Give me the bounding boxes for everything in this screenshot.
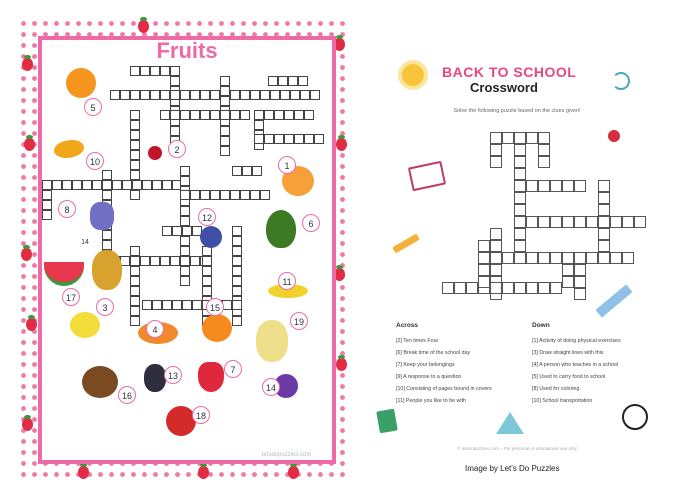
crossword-cell[interactable]	[122, 180, 132, 190]
crossword-cell[interactable]	[130, 110, 140, 120]
crossword-cell[interactable]	[502, 132, 514, 144]
crossword-cell[interactable]	[574, 252, 586, 264]
crossword-cell[interactable]	[598, 192, 610, 204]
crossword-cell[interactable]	[274, 110, 284, 120]
crossword-cell[interactable]	[562, 180, 574, 192]
crossword-cell[interactable]	[130, 316, 140, 326]
crossword-cell[interactable]	[478, 276, 490, 288]
crossword-cell[interactable]	[294, 110, 304, 120]
crossword-cell[interactable]	[538, 252, 550, 264]
crossword-cell[interactable]	[130, 190, 140, 200]
crossword-cell[interactable]	[180, 206, 190, 216]
crossword-cell[interactable]	[598, 180, 610, 192]
crossword-cell[interactable]	[562, 252, 574, 264]
soccer-ball-icon	[622, 404, 648, 430]
crossword-cell[interactable]	[538, 132, 550, 144]
crossword-cell[interactable]	[190, 190, 200, 200]
crossword-cell[interactable]	[102, 180, 112, 190]
apple-icon	[166, 406, 196, 436]
crossword-cell[interactable]	[562, 276, 574, 288]
crossword-cell[interactable]	[586, 252, 598, 264]
crossword-cell[interactable]	[170, 76, 180, 86]
crossword-cell[interactable]	[180, 166, 190, 176]
crossword-cell[interactable]	[490, 156, 502, 168]
crossword-cell[interactable]	[140, 66, 150, 76]
melon-icon	[256, 320, 288, 362]
clue-number-2: 2	[168, 140, 186, 158]
crossword-cell[interactable]	[550, 180, 562, 192]
down-clue: [5] Used to carry food to school	[532, 374, 606, 380]
crossword-cell[interactable]	[42, 210, 52, 220]
crossword-cell[interactable]	[526, 282, 538, 294]
crossword-cell[interactable]	[130, 286, 140, 296]
crossword-cell[interactable]	[130, 170, 140, 180]
crossword-cell[interactable]	[304, 110, 314, 120]
crossword-cell[interactable]	[232, 316, 242, 326]
crossword-cell[interactable]	[42, 190, 52, 200]
crossword-cell[interactable]	[232, 226, 242, 236]
clue-number-14: 14	[262, 378, 280, 396]
crossword-cell[interactable]	[514, 216, 526, 228]
clue-number-11: 11	[278, 272, 296, 290]
clue-number-1: 1	[278, 156, 296, 174]
crossword-cell[interactable]	[162, 180, 172, 190]
crossword-cell[interactable]	[162, 226, 172, 236]
crossword-cell[interactable]	[514, 240, 526, 252]
crossword-cell[interactable]	[130, 140, 140, 150]
crossword-cell[interactable]	[180, 110, 190, 120]
crossword-cell[interactable]	[490, 228, 502, 240]
crossword-cell[interactable]	[232, 286, 242, 296]
fruits-footer: letsdopuzzles.com	[262, 452, 312, 458]
crossword-cell[interactable]	[182, 226, 192, 236]
across-clue: [11] People you like to be with	[396, 398, 466, 404]
crossword-cell[interactable]	[220, 76, 230, 86]
crossword-cell[interactable]	[210, 90, 220, 100]
crossword-cell[interactable]	[190, 256, 200, 266]
crossword-cell[interactable]	[52, 180, 62, 190]
crossword-cell[interactable]	[130, 276, 140, 286]
crossword-cell[interactable]	[152, 300, 162, 310]
crossword-cell[interactable]	[130, 256, 140, 266]
image-credit: Image by Let's Do Puzzles	[465, 464, 560, 473]
crossword-cell[interactable]	[550, 282, 562, 294]
crossword-cell[interactable]	[254, 110, 264, 120]
crossword-cell[interactable]	[274, 134, 284, 144]
clue-number-10: 10	[86, 152, 104, 170]
crossword-cell[interactable]	[140, 256, 150, 266]
crossword-cell[interactable]	[180, 246, 190, 256]
crossword-cell[interactable]	[250, 190, 260, 200]
crossword-cell[interactable]	[598, 216, 610, 228]
crossword-cell[interactable]	[170, 256, 180, 266]
crossword-cell[interactable]	[526, 180, 538, 192]
crossword-cell[interactable]	[314, 134, 324, 144]
crossword-cell[interactable]	[180, 276, 190, 286]
apple-icon	[608, 130, 620, 142]
plum-icon	[200, 226, 222, 248]
crossword-cell[interactable]	[490, 252, 502, 264]
crossword-cell[interactable]	[62, 180, 72, 190]
crossword-cell[interactable]	[120, 90, 130, 100]
crossword-cell[interactable]	[180, 176, 190, 186]
down-clue: [10] School transportation	[532, 398, 593, 404]
clue-number-17: 17	[62, 288, 80, 306]
crossword-cell[interactable]	[514, 204, 526, 216]
crossword-cell[interactable]	[130, 90, 140, 100]
crossword-cell[interactable]	[232, 246, 242, 256]
down-clue: [8] Used for coloring	[532, 386, 580, 392]
crossword-cell[interactable]	[130, 130, 140, 140]
crossword-cell[interactable]	[514, 282, 526, 294]
crossword-cell[interactable]	[162, 300, 172, 310]
crossword-cell[interactable]	[202, 266, 212, 276]
crossword-cell[interactable]	[478, 240, 490, 252]
crossword-cell[interactable]	[200, 110, 210, 120]
notebook-icon	[376, 409, 398, 434]
crossword-cell[interactable]	[574, 180, 586, 192]
crossword-cell[interactable]	[72, 180, 82, 190]
crossword-cell[interactable]	[466, 282, 478, 294]
crossword-cell[interactable]	[202, 286, 212, 296]
clue-number-19: 19	[290, 312, 308, 330]
crossword-cell[interactable]	[170, 66, 180, 76]
crossword-cell[interactable]	[82, 180, 92, 190]
clue-number-6: 6	[302, 214, 320, 232]
blackberry-icon	[144, 364, 166, 392]
crossword-cell[interactable]	[232, 266, 242, 276]
down-clue: [4] A person who teaches in a school	[532, 362, 618, 368]
crossword-cell[interactable]	[526, 132, 538, 144]
across-heading: Across	[396, 322, 419, 329]
crossword-cell[interactable]	[240, 190, 250, 200]
crossword-cell[interactable]	[150, 256, 160, 266]
crossword-cell[interactable]	[298, 76, 308, 86]
crossword-cell[interactable]	[130, 246, 140, 256]
crossword-cell[interactable]	[242, 166, 252, 176]
set-square-icon	[496, 412, 524, 434]
crossword-cell[interactable]	[210, 110, 220, 120]
crossword-cell[interactable]	[232, 276, 242, 286]
across-clue: [9] A response to a question	[396, 374, 462, 380]
crossword-cell[interactable]	[490, 264, 502, 276]
crossword-cell[interactable]	[232, 236, 242, 246]
crossword-cell[interactable]	[304, 134, 314, 144]
crossword-cell[interactable]	[220, 126, 230, 136]
crossword-cell[interactable]	[220, 86, 230, 96]
crossword-cell[interactable]	[192, 300, 202, 310]
crossword-cell[interactable]	[538, 144, 550, 156]
crossword-cell[interactable]	[160, 110, 170, 120]
crossword-cell[interactable]	[200, 90, 210, 100]
clue-number-8: 8	[58, 200, 76, 218]
grapes-icon	[90, 202, 114, 230]
fruits-puzzle-frame	[38, 36, 336, 464]
crossword-cell[interactable]	[180, 190, 190, 200]
crossword-cell[interactable]	[150, 90, 160, 100]
crossword-cell[interactable]	[220, 110, 230, 120]
across-clue: [10] Consisting of pages bound in covers	[396, 386, 492, 392]
crossword-cell[interactable]	[284, 134, 294, 144]
crossword-cell[interactable]	[170, 126, 180, 136]
crossword-cell[interactable]	[230, 90, 240, 100]
crossword-cell[interactable]	[598, 228, 610, 240]
crossword-cell[interactable]	[574, 288, 586, 300]
crossword-cell[interactable]	[610, 216, 622, 228]
crossword-cell[interactable]	[300, 90, 310, 100]
crossword-cell[interactable]	[130, 296, 140, 306]
across-clue: [7] Keep your belongings	[396, 362, 455, 368]
crossword-cell[interactable]	[490, 282, 502, 294]
crossword-cell[interactable]	[112, 180, 122, 190]
coconut-icon	[82, 366, 118, 398]
crossword-cell[interactable]	[200, 190, 210, 200]
crossword-cell[interactable]	[280, 90, 290, 100]
crossword-cell[interactable]	[574, 264, 586, 276]
crossword-cell[interactable]	[230, 190, 240, 200]
crossword-cell[interactable]	[622, 216, 634, 228]
crossword-cell[interactable]	[102, 230, 112, 240]
crossword-cell[interactable]	[490, 240, 502, 252]
crossword-cell[interactable]	[130, 66, 140, 76]
crossword-cell[interactable]	[140, 90, 150, 100]
across-clue: [6] Break time of the school day	[396, 350, 471, 356]
strawberry-icon	[198, 362, 224, 392]
clue-number-18: 18	[192, 406, 210, 424]
crossword-cell[interactable]	[160, 66, 170, 76]
down-clue: [1] Activity of doing physical exercises	[532, 338, 621, 344]
crossword-cell[interactable]	[290, 90, 300, 100]
across-clue: [2] Ten times Four	[396, 338, 439, 344]
crossword-cell[interactable]	[170, 90, 180, 100]
crossword-cell[interactable]	[310, 90, 320, 100]
crossword-cell[interactable]	[202, 276, 212, 286]
crossword-cell[interactable]	[170, 110, 180, 120]
orange-icon-2	[202, 314, 232, 342]
crossword-cell[interactable]	[190, 90, 200, 100]
crossword-cell[interactable]	[526, 252, 538, 264]
crossword-cell[interactable]	[150, 66, 160, 76]
crossword-cell[interactable]	[180, 90, 190, 100]
crossword-cell[interactable]	[232, 166, 242, 176]
crossword-cell[interactable]	[240, 90, 250, 100]
crossword-cell[interactable]	[526, 216, 538, 228]
crossword-cell[interactable]	[442, 282, 454, 294]
school-footer: © letsdopuzzles.com – For personal or educational use only	[457, 446, 577, 451]
crossword-cell[interactable]	[264, 134, 274, 144]
crossword-cell[interactable]	[278, 76, 288, 86]
crossword-cell[interactable]	[514, 156, 526, 168]
school-title: BACK TO SCHOOL	[442, 64, 577, 80]
crossword-cell[interactable]	[538, 180, 550, 192]
crossword-cell[interactable]	[514, 144, 526, 156]
clue-number-14-grid: 14	[81, 239, 89, 246]
crossword-cell[interactable]	[160, 256, 170, 266]
crossword-cell[interactable]	[250, 90, 260, 100]
crossword-cell[interactable]	[92, 180, 102, 190]
crossword-cell[interactable]	[142, 300, 152, 310]
crossword-cell[interactable]	[152, 180, 162, 190]
crossword-cell[interactable]	[220, 96, 230, 106]
crossword-cell[interactable]	[284, 110, 294, 120]
crossword-cell[interactable]	[514, 192, 526, 204]
crossword-cell[interactable]	[574, 276, 586, 288]
crossword-cell[interactable]	[514, 228, 526, 240]
crossword-cell[interactable]	[132, 180, 142, 190]
cherry-icon	[148, 146, 162, 160]
clue-number-12: 12	[198, 208, 216, 226]
crossword-cell[interactable]	[130, 266, 140, 276]
crossword-cell[interactable]	[478, 252, 490, 264]
clue-number-4: 4	[146, 320, 164, 338]
crossword-cell[interactable]	[232, 300, 242, 310]
crossword-cell[interactable]	[180, 256, 190, 266]
crossword-cell[interactable]	[610, 252, 622, 264]
avocado-icon	[266, 210, 296, 248]
crossword-cell[interactable]	[634, 216, 646, 228]
crossword-cell[interactable]	[232, 256, 242, 266]
crossword-cell[interactable]	[110, 90, 120, 100]
crossword-cell[interactable]	[598, 252, 610, 264]
crossword-cell[interactable]	[270, 90, 280, 100]
orange-icon	[66, 68, 96, 98]
crossword-cell[interactable]	[254, 120, 264, 130]
crossword-cell[interactable]	[42, 180, 52, 190]
crossword-cell[interactable]	[142, 180, 152, 190]
crossword-cell[interactable]	[260, 190, 270, 200]
crossword-cell[interactable]	[182, 300, 192, 310]
crossword-cell[interactable]	[254, 134, 264, 144]
crossword-cell[interactable]	[550, 252, 562, 264]
crossword-cell[interactable]	[538, 216, 550, 228]
crossword-cell[interactable]	[574, 216, 586, 228]
crossword-cell[interactable]	[130, 306, 140, 316]
crossword-cell[interactable]	[598, 204, 610, 216]
crossword-cell[interactable]	[264, 110, 274, 120]
crossword-cell[interactable]	[490, 144, 502, 156]
crossword-cell[interactable]	[180, 266, 190, 276]
crossword-cell[interactable]	[288, 76, 298, 86]
crossword-cell[interactable]	[598, 240, 610, 252]
school-instructions: Solve the following puzzle based on the clues given!	[453, 108, 581, 114]
crossword-cell[interactable]	[102, 190, 112, 200]
pineapple-icon	[92, 250, 122, 290]
clue-number-3: 3	[96, 298, 114, 316]
crossword-cell[interactable]	[514, 180, 526, 192]
crossword-cell[interactable]	[160, 90, 170, 100]
crossword-cell[interactable]	[538, 282, 550, 294]
crossword-cell[interactable]	[478, 264, 490, 276]
down-clue: [3] Draw straight lines with this	[532, 350, 604, 356]
school-subtitle: Crossword	[470, 80, 538, 95]
crossword-cell[interactable]	[102, 170, 112, 180]
crossword-cell[interactable]	[562, 216, 574, 228]
crossword-cell[interactable]	[252, 166, 262, 176]
crossword-cell[interactable]	[268, 76, 278, 86]
crossword-cell[interactable]	[180, 236, 190, 246]
crossword-cell[interactable]	[102, 240, 112, 250]
crossword-cell[interactable]	[130, 150, 140, 160]
crossword-cell[interactable]	[490, 132, 502, 144]
crossword-cell[interactable]	[260, 90, 270, 100]
crossword-cell[interactable]	[294, 134, 304, 144]
crossword-cell[interactable]	[562, 264, 574, 276]
crossword-cell[interactable]	[230, 110, 240, 120]
crossword-cell[interactable]	[220, 146, 230, 156]
crossword-cell[interactable]	[172, 226, 182, 236]
clue-number-15: 15	[206, 298, 224, 316]
crossword-cell[interactable]	[42, 200, 52, 210]
crossword-cell[interactable]	[586, 216, 598, 228]
crossword-cell[interactable]	[220, 136, 230, 146]
clue-number-7: 7	[224, 360, 242, 378]
crossword-cell[interactable]	[130, 160, 140, 170]
fruits-title: Fruits	[156, 38, 218, 63]
crossword-cell[interactable]	[514, 252, 526, 264]
crossword-cell[interactable]	[220, 190, 230, 200]
crossword-cell[interactable]	[514, 168, 526, 180]
crossword-cell[interactable]	[180, 216, 190, 226]
crossword-cell[interactable]	[210, 190, 220, 200]
crossword-cell[interactable]	[514, 132, 526, 144]
crossword-cell[interactable]	[502, 252, 514, 264]
crossword-cell[interactable]	[202, 256, 212, 266]
crossword-cell[interactable]	[454, 282, 466, 294]
clue-number-16: 16	[118, 386, 136, 404]
school-puzzle-sheet	[372, 40, 662, 460]
crossword-cell[interactable]	[538, 156, 550, 168]
clue-number-5: 5	[84, 98, 102, 116]
crossword-cell[interactable]	[130, 120, 140, 130]
crossword-cell[interactable]	[502, 282, 514, 294]
down-heading: Down	[532, 322, 550, 329]
clue-number-13: 13	[164, 366, 182, 384]
crossword-cell[interactable]	[550, 216, 562, 228]
lemon-icon	[70, 312, 100, 338]
crossword-cell[interactable]	[622, 252, 634, 264]
crossword-cell[interactable]	[240, 110, 250, 120]
crossword-cell[interactable]	[172, 300, 182, 310]
crossword-cell[interactable]	[190, 110, 200, 120]
